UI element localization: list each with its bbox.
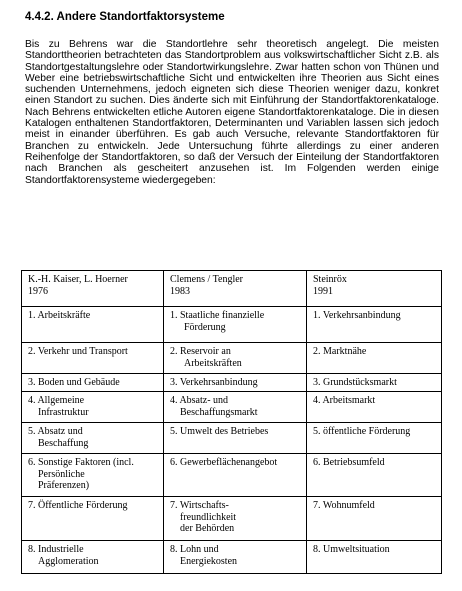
table-cell: [307, 541, 442, 574]
cell-text: 6. Gewerbeflächenangebot: [170, 457, 278, 468]
table-cell: [307, 307, 442, 343]
table-cell: [22, 307, 164, 343]
table-cell: [307, 374, 442, 392]
table-header-row: [22, 271, 442, 307]
table-cell: [22, 497, 164, 541]
table-row: [22, 423, 442, 454]
cell-text: 7. Wohnumfeld: [313, 500, 375, 511]
cell-text: 4. Arbeitsmarkt: [313, 395, 376, 406]
cell-text: 4. Allgemeine: [28, 395, 85, 406]
cell-text: 3. Boden und Gebäude: [28, 377, 120, 388]
cell-text: 5. öffentliche Förderung: [313, 426, 411, 437]
header-year: 1976: [28, 285, 48, 297]
table-row: [22, 392, 442, 423]
table-cell: [22, 392, 164, 423]
cell-text: 5. Umwelt des Betriebes: [170, 426, 269, 437]
table-cell: [307, 392, 442, 423]
header-author: Clemens / Tengler: [170, 274, 243, 285]
table-cell: [164, 374, 307, 392]
cell-text: 3. Grundstücksmarkt: [313, 377, 397, 388]
table-cell: [164, 307, 307, 343]
cell-text: 1. Staatliche finanzielle: [170, 310, 265, 321]
header-kaiser-hoerner: [22, 271, 164, 307]
header-year: 1991: [313, 285, 333, 297]
section-heading: 4.4.2. Andere Standortfaktorsysteme: [25, 11, 225, 23]
cell-text: 4. Absatz- und: [170, 395, 229, 406]
cell-text: 1. Arbeitskräfte: [28, 310, 91, 321]
table-cell: [22, 343, 164, 374]
table-cell: [307, 343, 442, 374]
cell-text: 6. Sonstige Faktoren (incl.: [28, 457, 134, 468]
header-steinroex: [307, 271, 442, 307]
cell-text: 2. Marktnähe: [313, 346, 367, 357]
cell-text: 8. Umweltsituation: [313, 544, 390, 555]
table-cell: [307, 454, 442, 497]
table-cell: [22, 541, 164, 574]
cell-text: Beschaffungsmarkt: [180, 406, 258, 418]
table-cell: [307, 423, 442, 454]
table-cell: [22, 454, 164, 497]
table-cell: [164, 454, 307, 497]
cell-text: 7. Öffentliche Förderung: [28, 500, 128, 511]
cell-text: 8. Industrielle: [28, 544, 84, 555]
location-factor-table: [21, 270, 442, 574]
header-year: 1983: [170, 285, 190, 297]
cell-text: Arbeitskräften: [184, 357, 242, 369]
table-cell: [307, 497, 442, 541]
cell-text: der Behörden: [180, 523, 235, 534]
cell-text: Agglomeration: [38, 555, 99, 567]
table-cell: [164, 343, 307, 374]
table-cell: [164, 423, 307, 454]
table-row: [22, 307, 442, 343]
header-author: K.-H. Kaiser, L. Hoerner: [28, 274, 128, 285]
cell-text: 6. Betriebsumfeld: [313, 457, 385, 468]
cell-text: 5. Absatz und: [28, 426, 83, 437]
table-row: [22, 541, 442, 574]
header-clemens-tengler: [164, 271, 307, 307]
cell-text: 8. Lohn und: [170, 544, 219, 555]
table-row: [22, 454, 442, 497]
cell-text: Energiekosten: [180, 555, 238, 567]
table-cell: [164, 497, 307, 541]
table-cell: [164, 392, 307, 423]
table-cell: [22, 374, 164, 392]
cell-text: Infrastruktur: [38, 406, 89, 418]
cell-text: 2. Verkehr und Transport: [28, 346, 128, 357]
table-row: [22, 497, 442, 541]
cell-text: Förderung: [184, 321, 226, 333]
table-cell: [22, 423, 164, 454]
table-cell: [164, 541, 307, 574]
table-row: [22, 374, 442, 392]
cell-text: 1. Verkehrsanbindung: [313, 310, 401, 321]
body-paragraph: Bis zu Behrens war die Standortlehre sehr theoretisch angelegt. Die meisten Standorttheorien betrachteten das Standortproblem aus volkswirtschaftlicher Sicht z.B. als Standortgestaltungslehre oder Standortwirkungslehre. Zwar hatten schon von Thünen und Weber eine betriebswirtschaftliche Sicht und entwickelten ihre Theorien aus Sicht eines suchenden Unternehmens, jedoch eigneten sich diese Theorien weniger dazu, konkret einen Standort zu suchen. Dies änderte sich mit Einführung der Standortfaktorenkataloge. Nach Behrens entwickelten etliche Autoren eigene Standortfaktorenkataloge. Die in diesen Katalogen enthaltenen Standortfaktoren, Determinanten und Variablen lassen sich jedoch meist in einander überführen. Es gab auch Versuche, relevante Standortfaktoren für Branchen zu entwickeln. Jede Untersuchung führte allerdings zu einer anderen Reihenfolge der Standortfaktoren, so daß der Versuch der Einteilung der Standortfaktoren nach Branchen als gescheitert anzusehen ist. Im Folgenden werden einige Standortfaktorensysteme wiedergegeben:: [25, 39, 439, 186]
cell-text: 3. Verkehrsanbindung: [170, 377, 258, 388]
cell-text: 2. Reservoir an: [170, 346, 231, 357]
table-row: [22, 343, 442, 374]
header-author: Steinröx: [313, 274, 347, 285]
cell-text: Beschaffung: [38, 437, 89, 449]
cell-text: freundlichkeit: [180, 511, 237, 523]
cell-text: 7. Wirtschafts-: [170, 500, 229, 511]
cell-text: Persönliche: [38, 468, 85, 480]
cell-text: Präferenzen): [38, 480, 90, 491]
